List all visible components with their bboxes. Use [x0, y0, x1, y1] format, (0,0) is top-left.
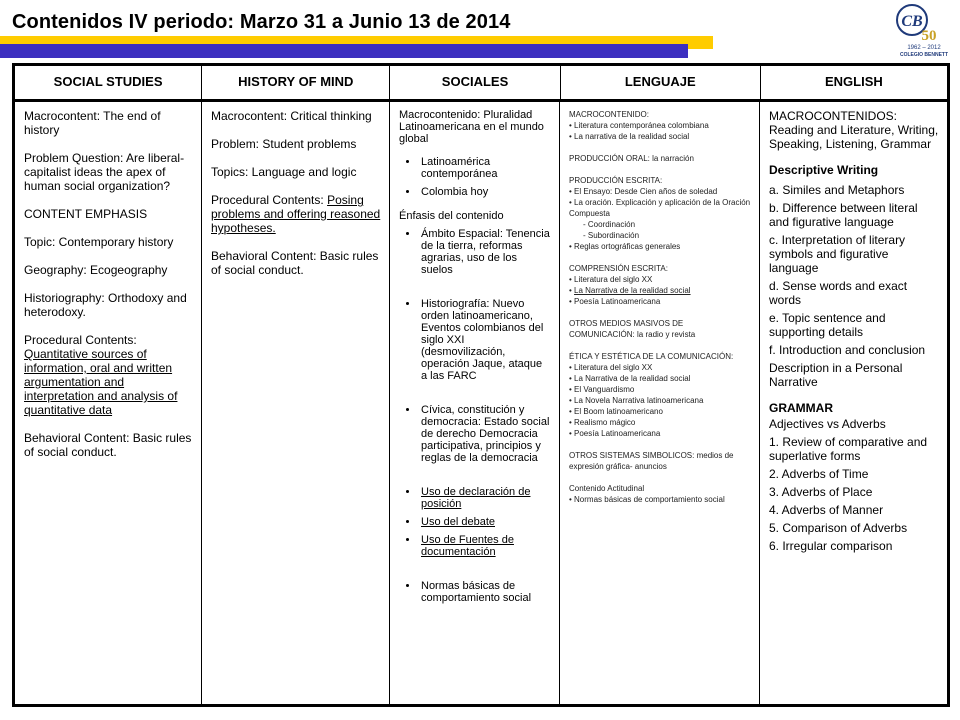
list-item: • Poesía Latinoamericana — [569, 297, 661, 306]
len-actitudinal-title: Contenido Actitudinal — [569, 484, 645, 493]
hm-macrocontent: Macrocontent: Critical thinking — [211, 109, 372, 123]
page-title: Contenidos IV periodo: Marzo 31 a Junio 13 de 2014 — [12, 11, 511, 33]
en-macrocontenidos: MACROCONTENIDOS: Reading and Literature, Writing, Speaking, Listening, Grammar — [769, 109, 939, 151]
list-item: - Coordinación — [583, 220, 636, 229]
header-english: ENGLISH — [825, 74, 883, 89]
list-item: • Literatura del siglo XX — [569, 275, 653, 284]
list-item: • Uso de declaración de posición — [419, 486, 551, 510]
list-item: • Uso de Fuentes de documentación — [419, 534, 551, 558]
logo-years: 1962 – 2012 — [907, 45, 941, 51]
len-medios — [569, 318, 751, 340]
len-macrocontenido — [569, 109, 751, 142]
len-comprension-escrita — [569, 263, 751, 307]
school-logo — [872, 2, 954, 58]
len-simbolicos — [569, 450, 751, 472]
len-actitudinal — [569, 483, 751, 505]
soc-list-2 — [399, 228, 551, 464]
soc-macrocontenido: Macrocontenido: Pluralidad Latinoamericana en el mundo global — [399, 109, 544, 145]
ss-procedural-text: Quantitative sources of information, oral and written argumentation and interpretation and analysis of quantitative data — [24, 347, 178, 417]
ss-procedural-label: Procedural Contents: — [24, 333, 137, 347]
list-item: • Cívica, constitución y democracia: Estado social de derecho Democracia participativa, principios y reglas de la democracia — [419, 404, 551, 464]
ss-behavioral: Behavioral Content: Basic rules of social conduct. — [24, 431, 192, 459]
ss-procedural — [24, 333, 193, 417]
list-item: • La oración. Explicación y aplicación de la Oración Compuesta — [569, 198, 751, 218]
len-simbolicos-text: OTROS SISTEMAS SIMBOLICOS: medios de expresión gráfica- anuncios — [569, 451, 734, 471]
header-lenguaje: LENGUAJE — [561, 66, 761, 99]
en-grammar: GRAMMAR — [769, 401, 833, 415]
english-cell — [760, 102, 947, 704]
ss-content-emphasis: CONTENT EMPHASIS — [24, 207, 148, 221]
title-underline-blue — [0, 44, 688, 58]
list-item: • Literatura del siglo XX — [569, 363, 653, 372]
list-item: • El Vanguardismo — [569, 385, 635, 394]
len-etica-title: ÉTICA Y ESTÉTICA DE LA COMUNICACIÓN: — [569, 352, 734, 361]
table-header-row — [15, 66, 947, 102]
header-history-of-mind: HISTORY OF MIND — [202, 66, 390, 99]
list-item: • Normas básicas de comportamiento social — [569, 495, 725, 504]
list-item: • Latinoamérica contemporánea — [419, 156, 551, 180]
history-of-mind-cell — [202, 102, 390, 704]
len-produccion-oral — [569, 153, 751, 164]
hm-procedural-label: Procedural Contents: — [211, 193, 328, 207]
len-oral: PRODUCCIÓN ORAL: la narración — [569, 154, 694, 163]
list-item: • Normas básicas de comportamiento social — [419, 580, 551, 604]
list-item: • Historiografía: Nuevo orden latinoamericano, Eventos colombianos del siglo XXI (desmovilización, operación Jaque, ataque a las FARC — [419, 298, 551, 382]
hm-behavioral: Behavioral Content: Basic rules of social conduct. — [211, 249, 379, 277]
header-sociales: SOCIALES — [390, 66, 560, 99]
list-item: • La narrativa de la realidad social — [569, 132, 690, 141]
list-item — [569, 285, 751, 296]
list-item: • Ámbito Espacial: Tenencia de la tierra, reformas agrarias, uso de los suelos — [419, 228, 551, 276]
len-etica — [569, 351, 751, 439]
en-descriptive-writing: Descriptive Writing — [769, 163, 879, 177]
lenguaje-cell — [560, 102, 760, 704]
bullet: • — [569, 286, 575, 295]
list-item: a. Similes and Metaphors — [769, 183, 905, 197]
ss-historiography: Historiography: Orthodoxy and heterodoxy. — [24, 291, 187, 319]
list-item: - Subordinación — [583, 231, 640, 240]
list-item: f. Introduction and conclusion — [769, 343, 926, 357]
list-item: b. Difference between literal and figurative language — [769, 201, 918, 229]
sociales-cell — [390, 102, 560, 704]
contents-table — [12, 63, 950, 707]
list-item: e. Topic sentence and supporting details — [769, 311, 886, 339]
list-item: 1. Review of comparative and superlative forms — [769, 435, 928, 463]
hm-problem: Problem: Student problems — [211, 137, 357, 151]
ss-topic: Topic: Contemporary history — [24, 235, 174, 249]
ss-problem-question: Problem Question: Are liberal-capitalist ideas the apex of human social organization? — [24, 151, 185, 193]
list-item: • El Boom latinoamericano — [569, 407, 663, 416]
soc-list-3 — [399, 486, 551, 558]
list-item: Adjectives vs Adverbs — [769, 417, 886, 431]
list-item: • Literatura contemporánea colombiana — [569, 121, 709, 130]
ss-geography: Geography: Ecogeography — [24, 263, 168, 277]
list-item: 3. Adverbs of Place — [769, 485, 873, 499]
list-item: c. Interpretation of literary symbols and figurative language — [769, 233, 906, 275]
len-produccion-escrita — [569, 175, 751, 252]
hm-procedural-text: Posing problems and offering reasoned hypotheses. — [211, 193, 381, 235]
list-item: • La Novela Narrativa latinoamericana — [569, 396, 704, 405]
soc-enfasis: Énfasis del contenido — [399, 210, 504, 222]
list-item: Description in a Personal Narrative — [769, 361, 903, 389]
list-item: • Poesía Latinoamericana — [569, 429, 661, 438]
logo-school-name: COLEGIO BENNETT — [899, 52, 949, 58]
list-item: • La Narrativa de la realidad social — [569, 374, 691, 383]
len-comp-title: COMPRENSIÓN ESCRITA: — [569, 264, 668, 273]
len-medios-text: OTROS MEDIOS MASIVOS DE COMUNICACIÓN: la radio y revista — [569, 319, 696, 339]
logo-initials: CB — [901, 13, 923, 30]
social-studies-cell — [15, 102, 202, 704]
list-item: d. Sense words and exact words — [769, 279, 908, 307]
len-escrita-title: PRODUCCIÓN ESCRITA: — [569, 176, 663, 185]
header-social-studies: SOCIAL STUDIES — [15, 66, 202, 99]
hm-procedural — [211, 193, 381, 235]
list-item: 6. Irregular comparison — [769, 539, 893, 553]
list-item: 2. Adverbs of Time — [769, 467, 869, 481]
list-item: 4. Adverbs of Manner — [769, 503, 884, 517]
soc-list-1 — [399, 156, 551, 198]
list-item: • Uso del debate — [419, 516, 551, 528]
list-item: • Reglas ortográficas generales — [569, 242, 681, 251]
logo-fifty: 50 — [921, 28, 937, 44]
list-item: 5. Comparison of Adverbs — [769, 521, 908, 535]
list-item: • Colombia hoy — [419, 186, 551, 198]
list-item: • El Ensayo: Desde Cien años de soledad — [569, 187, 718, 196]
list-item-text: La Narrativa de la realidad social — [574, 286, 691, 295]
len-macro-title: MACROCONTENIDO: — [569, 110, 649, 119]
list-item: • Realismo mágico — [569, 418, 636, 427]
ss-macrocontent: Macrocontent: The end of history — [24, 109, 161, 137]
soc-list-4 — [399, 580, 551, 604]
hm-topics: Topics: Language and logic — [211, 165, 357, 179]
